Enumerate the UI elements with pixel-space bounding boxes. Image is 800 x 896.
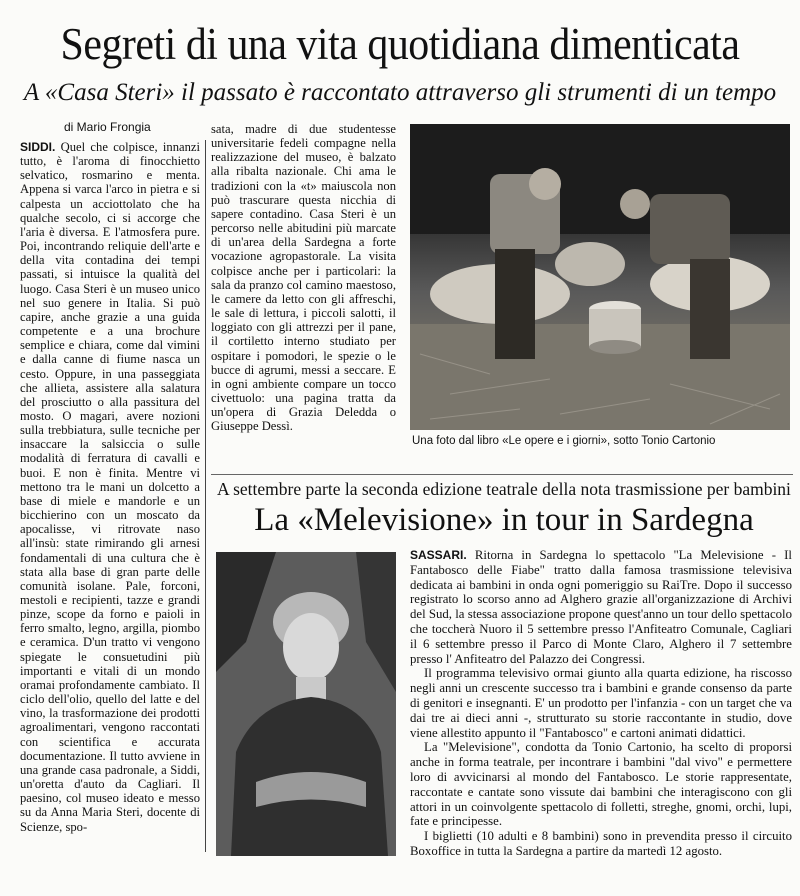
dateline: SIDDI. <box>20 140 56 154</box>
section-divider <box>211 474 793 475</box>
photo-caption: Una foto dal libro «Le opere e i giorni», sotto Tonio Cartonio <box>412 435 716 447</box>
byline: di Mario Frongia <box>64 120 151 134</box>
article2-paragraph: Il programma televisivo ormai giunto alla quarta edizione, ha riscosso negli anni un crescente successo tra i bambini e grande consenso da parte di genitori e insegnanti. E' un prodotto per l'infanzia - con un target che va dai tre ai dieci anni -, strutturato su storie raccontante in studio, dove viene allestito appunto il "Fantabosco" e cartoni animati didattici. <box>410 666 792 740</box>
article-body-part-2: sata, madre di due studentesse universitarie fedeli compagne nella realizzazione del museo, è balzato alla ribalta nazionale. Chi ama le tradizioni con la «t» maiuscola non può trascurare questa nicchia di sapere contadino. Casa Steri è un percorso nelle abitudini più marcate di un'area della Sardegna a forte vocazione agropastorale. La visita colpisce anche per i particolari: la sala da pranzo col camino maestoso, le camere da letto con gli affreschi, le sale di lettura, i piccoli salotti, il loggiato con gli attrezzi per il pane, il cortiletto interno studiato per ospitare i pomodori, le spezie o le bucce di agrumi, messi a seccare. E in ogni ambiente compare un tocco civettuolo: una pagina tratta da un'opera di Grazia Deledda o Giuseppe Dessì. <box>211 122 396 434</box>
farm-photo <box>410 124 790 430</box>
headline: Segreti di una vita quotidiana dimenticata <box>60 19 740 69</box>
article2-title: La «Melevisione» in tour in Sardegna <box>254 502 754 538</box>
article2-paragraph <box>410 548 792 666</box>
article2-paragraph: I biglietti (10 adulti e 8 bambini) sono in prevendita presso il circuito Boxoffice in tutta la Sardegna a partire da martedì 12 agosto. <box>410 829 792 858</box>
portrait-photo <box>216 552 396 856</box>
article-column-1 <box>20 140 200 855</box>
column-divider <box>205 140 206 852</box>
article2-paragraph: La "Melevisione", condotta da Tonio Cartonio, ha scelto di proporsi anche in forma teatrale, per incontrare i bambini "dal vivo" e permettere loro di avvicinarsi al mondo del Fantabosco. Le storie rappresentate, raccontate e cantate sono vissute dai bambini che interagiscono con gli attori in un coinvolgente spettacolo di folletti, streghe, gnomi, orchi, lupi, fate e principesse. <box>410 740 792 829</box>
article-body-part-1: Quel che colpisce, innanzi tutto, è l'aroma di finocchietto selvatico, rosmarino e menta. Appena si varca l'arco in pietra e si calpesta un acciottolato che ha qualche secolo, ci si accorge che l'aria è diversa. E l'atmosfera pure. Poi, incontrando reliquie dell'arte e della vita contadina dei tempi passati, si intuisce la qualità del luogo. Casa Steri è un museo unico nel suo genere in Italia. Si può capire, anche grazie a una guida competente e a una brochure semplice e chiara, come dal vimini e dalla canne di fiume nasca un cesto. Oppure, in una passeggiata che allieta, assistere alla salatura del prosciutto o alla passitura del mosto. O magari, avere nozioni sulla trebbiatura, sulle tecniche per insaccare la salsiccia o sulle modalità di ferratura di cavalli e buoi. E non è finita. Mentre vi mettono tra le mani un dolcetto a base di miele e mandorle e un bicchierino con un moscato da apocalisse, vi ritrovate naso all'insù: state rimirando gli arnesi fondamentali di una cultura che è stata alla base di gran parte delle comunità isolane. Pale, forconi, mestoli e recipienti, tazze e grandi pinze, scope da forno e paioli in ferro smalto, legno, argilla, piombo e ceramica. D'un tratto vi vengono spiegate le consuetudini più importanti e vitali di un mondo oramai profondamente cambiato. Il ciclo dell'olio, quello del latte e del vino, la trasformazione dei prodotti agroalimentari, vengono raccontati con scientifica e accurata documentazione. Il tutto avviene in una grande casa padronale, a Siddi, un'oretta d'auto da Cagliari. Il paesino, col museo ideato e messo su da Anna Maria Steri, docente di Scienze, spo- <box>20 140 200 834</box>
article2-kicker: A settembre parte la seconda edizione teatrale della nota trasmissione per bambini <box>217 479 791 499</box>
article2-dateline: SASSARI. <box>410 548 467 562</box>
article-column-2 <box>211 122 396 482</box>
article2-body <box>410 548 792 860</box>
article2-text: Ritorna in Sardegna lo spettacolo "La Melevisione - Il Fantabosco delle Fiabe" tratto dalla famosa trasmissione televisiva dedicata ai bambini in onda ogni pomeriggio su RaiTre. Dopo il successo registrato lo scorso anno ad Alghero grazie all'organizzazione di Archivi del Sud, la stessa associazione propone quest'anno un tour dello spettacolo che toccherà Nuoro il 5 settembre presso l'Anfiteatro Comunale, Cagliari il 6 settembre presso il Parco di Monte Claro, Alghero il 7 settembre presso l' Anfiteatro del Palazzo dei Congressi. <box>410 548 792 666</box>
farm-photo-illustration <box>410 124 790 430</box>
portrait-illustration <box>216 552 396 856</box>
subheadline: A «Casa Steri» il passato è raccontato attraverso gli strumenti di un tempo <box>23 79 777 106</box>
